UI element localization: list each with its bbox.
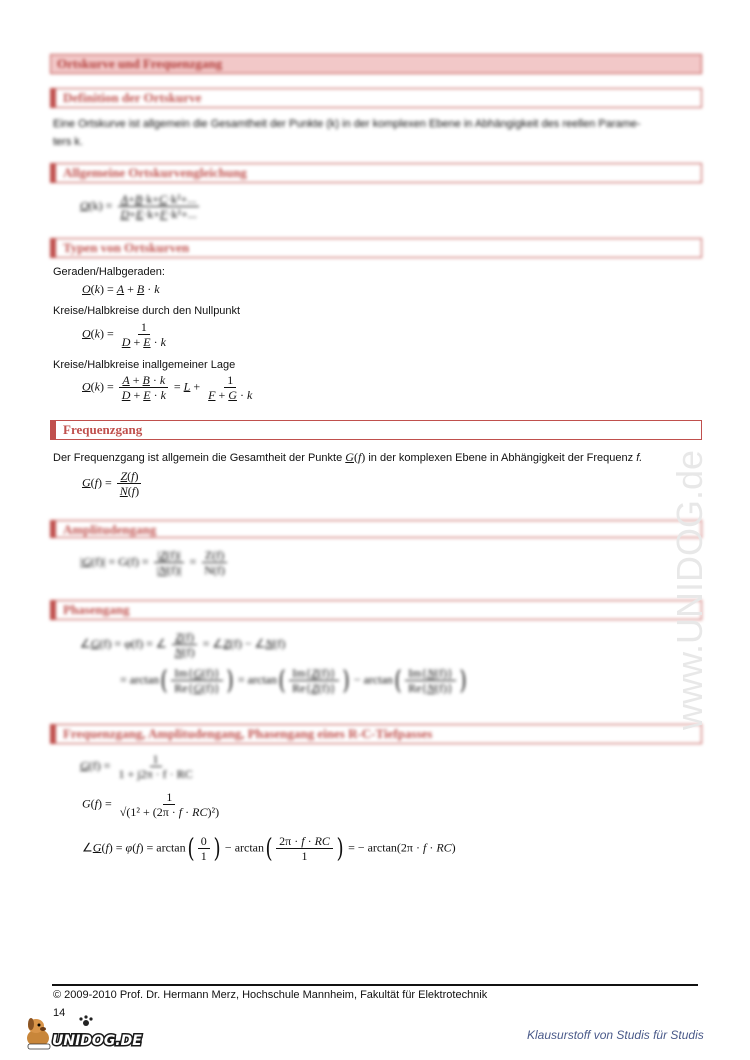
general-equation: O(k) = $\frac{\text{A+B·k+C·k²+...}}{\text{D+E·k+F·k²+...}}$ — [80, 192, 202, 221]
circle-origin-label: Kreise/Halbkreise durch den Nullpunkt — [53, 305, 241, 317]
unidog-logo — [22, 1012, 152, 1052]
logo-text: UNIDOG.DE — [52, 1033, 142, 1049]
phase-section-title: Phasengang — [50, 600, 702, 620]
definition-text-line1: Eine Ortskurve ist allgemein die Gesamtheit der Punkte (k) in der komplexen Ebene in Abhängigkeit des reellen Parame- — [53, 118, 641, 130]
line-equation: O(k) = A + B · k — [82, 282, 160, 296]
frequency-equation: G(f) = $\frac{Z(f)}{N(f)}$ — [82, 469, 144, 498]
general-section-title: Allgemeine Ortskurvengleichung — [50, 163, 702, 183]
frequency-variable: f. — [636, 452, 643, 464]
circle-general-equation: O(k) = $\frac{A + B \cdot k}{D + E \cdot k}$ = L + $\frac{1}{F + G \cdot k}$ — [82, 373, 253, 402]
amplitude-equation: |G(f)| = G(f) = $\frac{|Z(f)|}{|N(f)|}$ = $\frac{Z(f)}{N(f)}$ — [80, 548, 230, 577]
lowpass-transfer-equation: G(f) = $\frac{1}{1 + j2\pi \cdot f \cdot RC}$ — [80, 752, 193, 781]
circle-general-label: Kreise/Halbkreise inallgemeiner Lage — [53, 359, 236, 371]
definition-section-title: Definition der Ortskurve — [50, 88, 702, 108]
footer-divider — [52, 984, 698, 986]
lines-label: Geraden/Halbgeraden: — [53, 266, 165, 278]
dog-icon — [27, 1018, 50, 1049]
phase-equation-line2: = arctan( $\frac{Im\{G(f)\}}{Re\{G(f)\}}$ ) = arctan( $\frac{Im\{Z(f)\}}{Re\{Z(f)\}}$ ) − arctan( $\frac{Im\{N(f)\}}{Re\{N(f)\}}$ ) — [120, 665, 467, 696]
lowpass-amplitude-equation: G(f) = $\frac{1}{\text{√(1² + (2π · f · RC)²)}}$ — [82, 790, 220, 819]
definition-text-line2: ters k. — [53, 136, 83, 148]
unidog-watermark — [640, 300, 740, 740]
footer-tagline: Klausurstoff von Studis für Studis — [527, 1028, 704, 1042]
paw-icon — [79, 1015, 92, 1026]
lowpass-section-title: Frequenzgang, Amplitudengang, Phasengang eines R-C-Tiefpasses — [50, 724, 702, 744]
frequency-text-end: in der komplexen Ebene in Abhängigkeit der Frequenz — [368, 452, 637, 464]
types-section-title: Typen von Ortskurven — [50, 238, 702, 258]
frequency-text: Der Frequenzgang ist allgemein die Gesamtheit der Punkte G(f) in der komplexen Ebene in Abhängigkeit der Frequenz f. — [53, 450, 643, 464]
frequency-section-title: Frequenzgang — [50, 420, 702, 440]
phase-equation-line1: ∠G(f) = φ(f) = ∠ $\frac{Z(f)}{N(f)}$ = ∠Z(f) − ∠N(f) — [80, 630, 286, 659]
lowpass-phase-equation: ∠G(f) = φ(f) = arctan( $\frac{0}{1}$ ) − arctan( $\frac{2\pi \cdot f \cdot RC}{1}$ ) = − arctan(2π · f · RC) — [82, 833, 456, 864]
frequency-text-start: Der Frequenzgang ist allgemein die Gesamtheit der Punkte — [53, 452, 346, 464]
page-number: 14 — [53, 1007, 66, 1019]
circle-origin-equation: O(k) = $\frac{1}{D + E \cdot k}$ — [82, 320, 166, 349]
main-section-title: Ortskurve und Frequenzgang — [50, 54, 702, 74]
footer-copyright: © 2009-2010 Prof. Dr. Hermann Merz, Hochschule Mannheim, Fakultät für Elektrotechnik — [53, 989, 488, 1001]
amplitude-section-title: Amplitudengang — [50, 520, 702, 538]
watermark-text: www.UNIDOG.de — [669, 449, 710, 730]
